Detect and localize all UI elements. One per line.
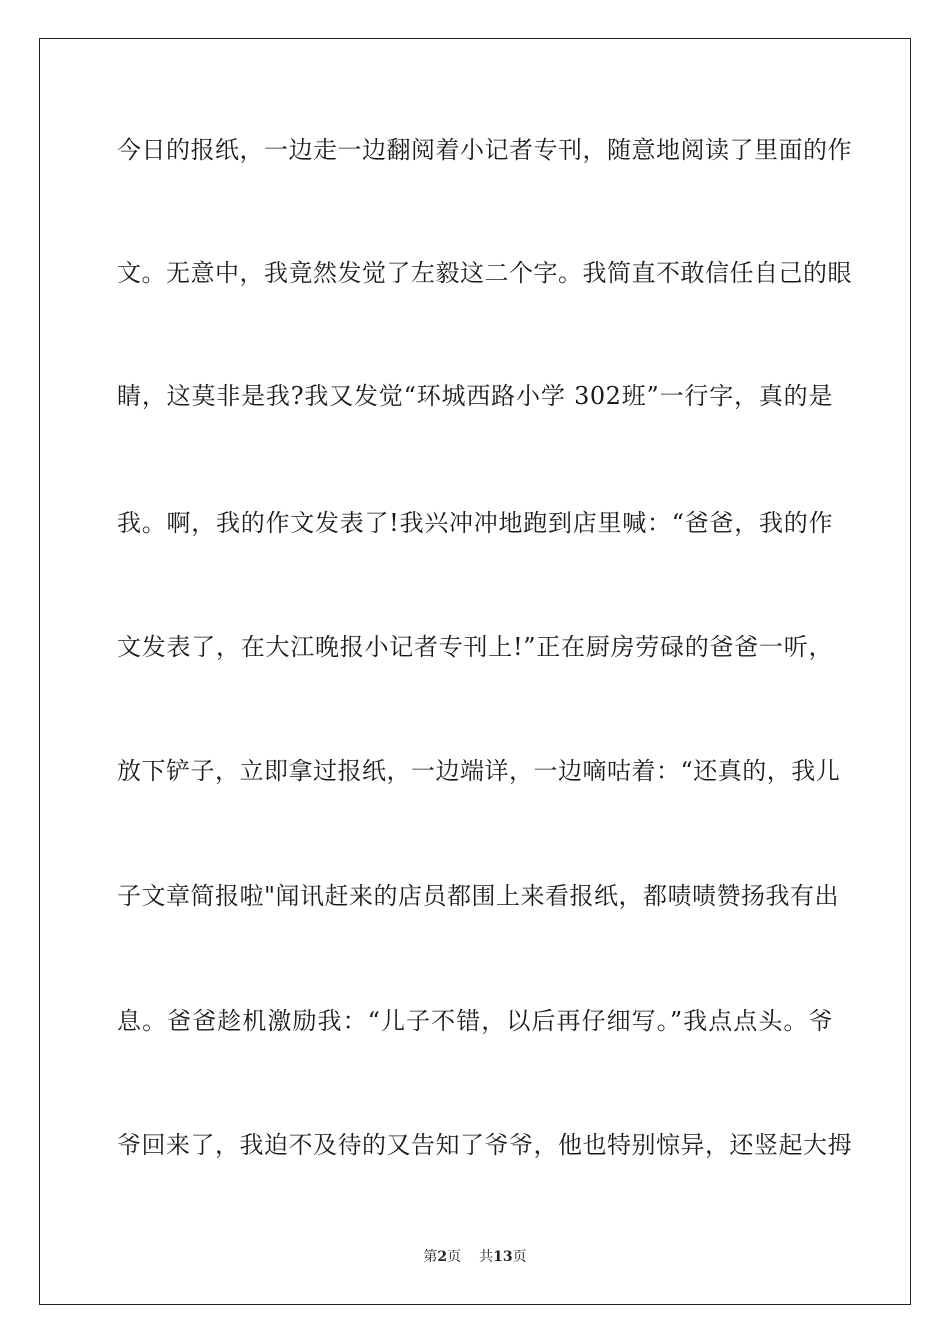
footer-total-suffix: 页 — [512, 1249, 527, 1265]
page-border — [39, 38, 911, 1305]
body-text-line-4: 我。啊，我的作文发表了!我兴冲冲地跑到店里喊：“爸爸，我的作 — [117, 509, 833, 537]
body-text-line-5: 文发表了，在大江晚报小记者专刊上!”正在厨房劳碌的爸爸一听， — [117, 633, 833, 661]
body-text-line-8: 息。爸爸趁机激励我：“儿子不错，以后再仔细写。”我点点头。爷 — [117, 1007, 833, 1035]
footer-total-prefix: 共 — [479, 1249, 494, 1265]
body-text-line-6: 放下铲子，立即拿过报纸，一边端详，一边嘀咕着：“还真的，我儿 — [117, 757, 841, 785]
body-text-line-3: 睛，这莫非是我?我又发觉“环城西路小学 302班”一行字，真的是 — [117, 382, 833, 410]
body-text-line-7: 子文章简报啦"闻讯赶来的店员都围上来看报纸，都啧啧赞扬我有出 — [117, 882, 840, 910]
footer-page-number: 2 — [437, 1249, 448, 1265]
footer-page-prefix: 第 — [423, 1249, 438, 1265]
footer-total-pages: 13 — [493, 1249, 513, 1265]
footer-page-suffix: 页 — [447, 1249, 462, 1265]
body-text-line-2: 文。无意中，我竟然发觉了左毅这二个字。我简直不敢信任自己的眼 — [117, 259, 852, 287]
body-text-line-1: 今日的报纸，一边走一边翻阅着小记者专刊，随意地阅读了里面的作 — [117, 136, 852, 164]
body-text-line-9: 爷回来了，我迫不及待的又告知了爷爷，他也特别惊异，还竖起大拇 — [117, 1131, 852, 1159]
page-footer — [0, 1248, 950, 1266]
